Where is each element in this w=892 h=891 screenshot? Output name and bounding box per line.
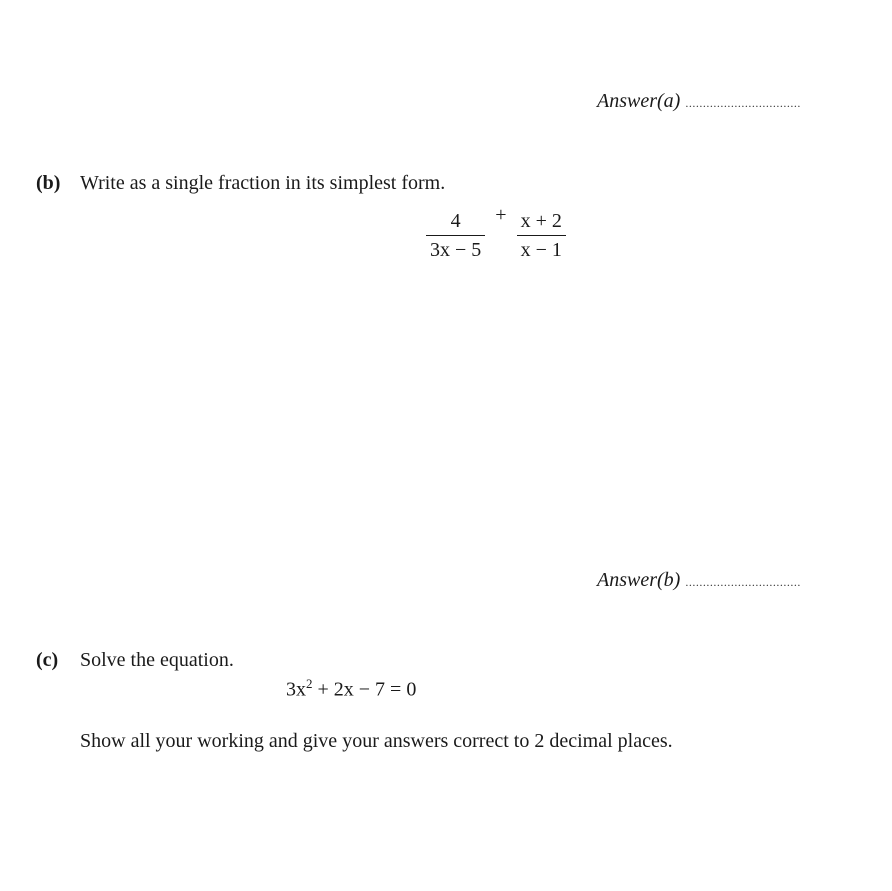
part-c-instruction: Solve the equation. [80,649,234,671]
answer-b-field[interactable]: ................................. [685,575,801,589]
equation-exponent: 2 [306,676,313,691]
fraction-2-denominator: x − 1 [517,235,566,260]
answer-a-field[interactable]: ................................. [685,96,801,110]
fraction-1-denominator: 3x − 5 [426,235,485,260]
fraction-1 [426,211,485,260]
fraction-1-numerator: 4 [450,210,461,232]
part-c-note: Show all your working and give your answers correct to 2 decimal places. [80,730,673,752]
part-c-label: (c) [36,649,59,671]
plus-operator: + [495,204,507,226]
equation-rest: + 2x − 7 = 0 [312,678,417,701]
part-b-expression [426,204,566,261]
equation-lead: 3x [286,678,306,701]
answer-b-line [597,569,801,592]
part-b-label: (b) [36,172,61,194]
fraction-2-numerator: x + 2 [520,210,562,232]
part-c-equation [286,676,416,702]
fraction-2 [517,211,566,260]
answer-a-label: Answer(a) [597,90,681,112]
part-b-instruction: Write as a single fraction in its simplest form. [80,172,446,194]
answer-a-line [597,90,801,113]
answer-b-label: Answer(b) [597,569,681,591]
